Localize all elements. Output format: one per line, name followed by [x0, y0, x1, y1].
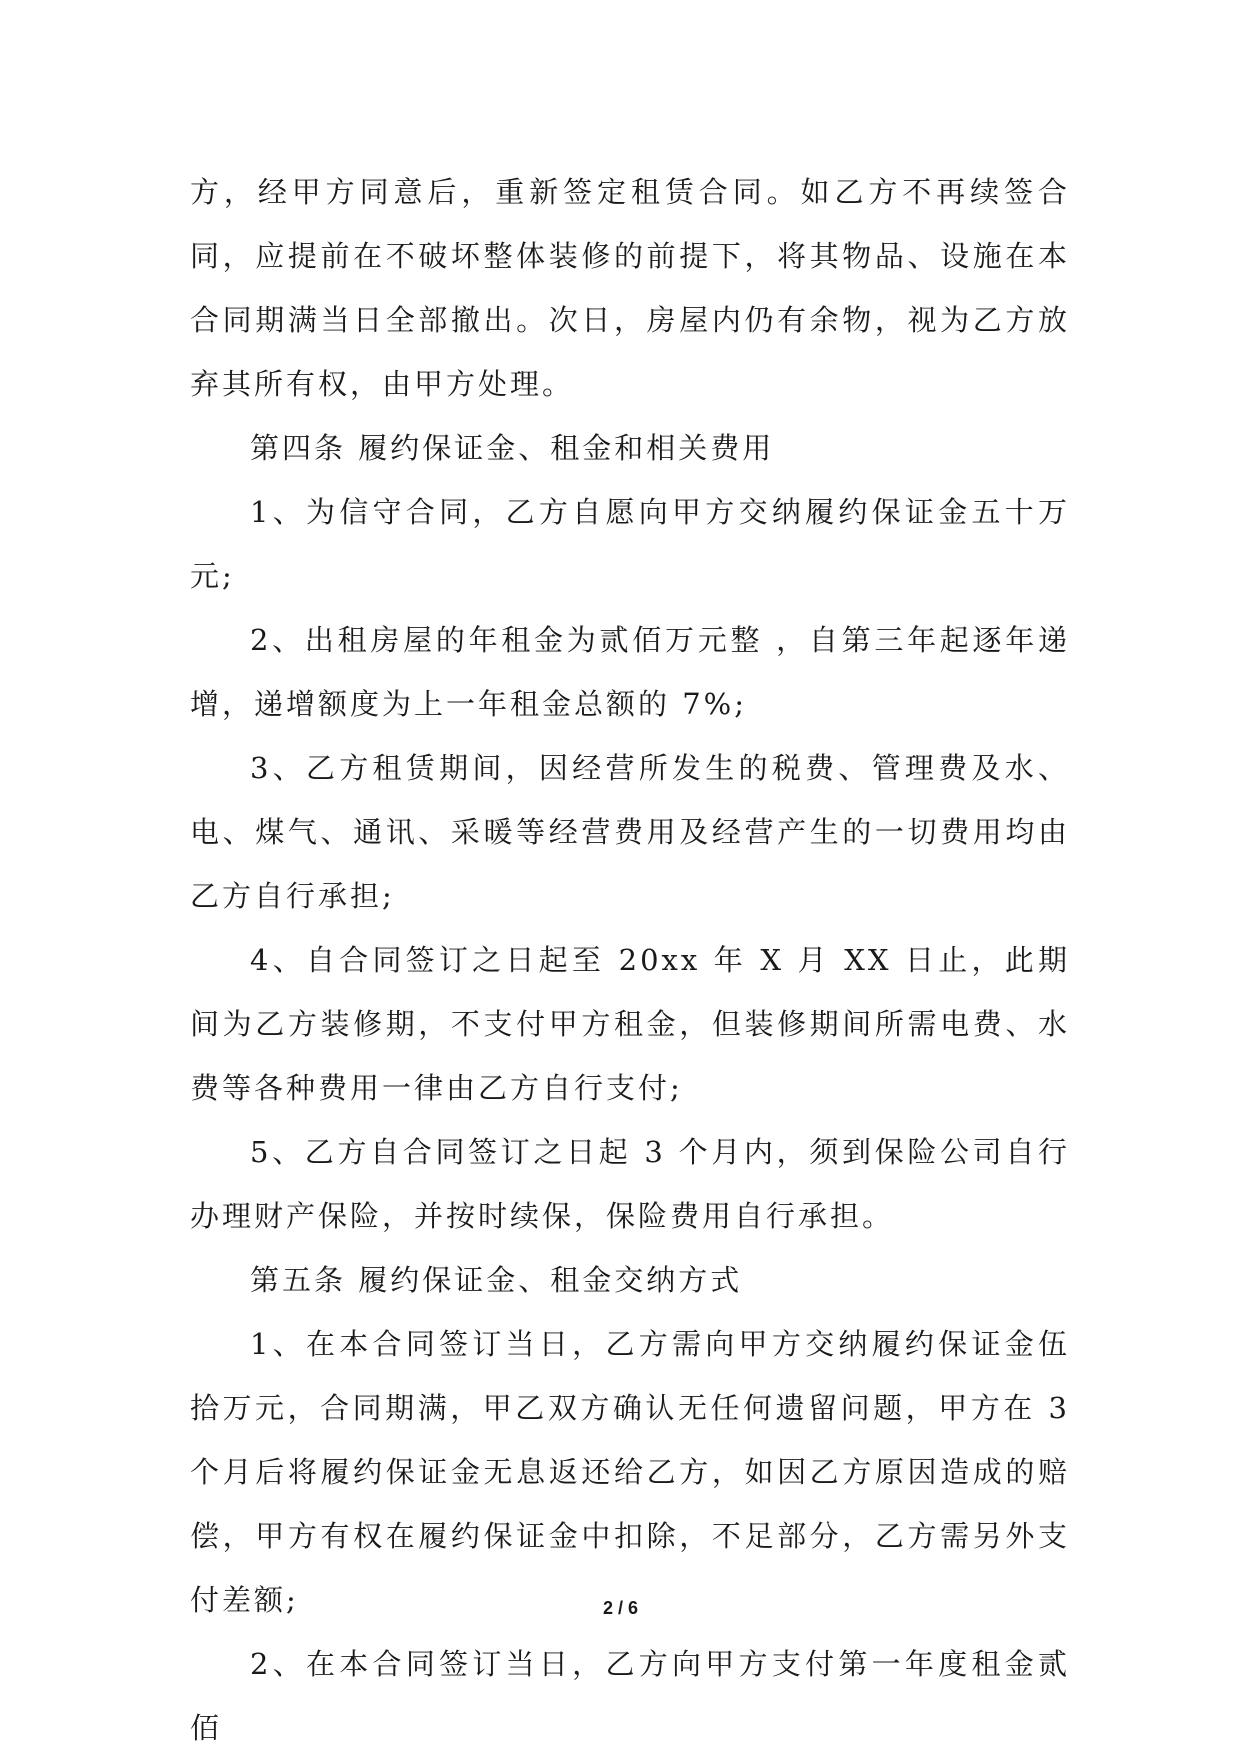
article-4-clause-3: 3、乙方租赁期间，因经营所发生的税费、管理费及水、电、煤气、通讯、采暖等经营费用及经营产生的一切费用均由乙方自行承担;	[190, 751, 1070, 913]
article-4-clause-2: 2、出租房屋的年租金为贰佰万元整 ，自第三年起逐年递增，递增额度为上一年租金总额的 7%;	[190, 623, 1070, 721]
article-5-clause-1: 1、在本合同签订当日，乙方需向甲方交纳履约保证金伍拾万元，合同期满，甲乙双方确认无任何遗留问题，甲方在 3 个月后将履约保证金无息返还给乙方，如因乙方原因造成的赔偿，甲方有权在履约保证金中扣除，不足部分，乙方需另外支付差额;	[190, 1327, 1070, 1617]
article-5-clause-2: 2、在本合同签订当日，乙方向甲方支付第一年度租金贰佰	[190, 1647, 1070, 1745]
paragraph-continuation: 方，经甲方同意后，重新签定租赁合同。如乙方不再续签合同，应提前在不破坏整体装修的前提下，将其物品、设施在本合同期满当日全部撤出。次日，房屋内仍有余物，视为乙方放弃其所有权，由甲方处理。	[190, 175, 1070, 401]
article-4-clause-4: 4、自合同签订之日起至 20xx 年 X 月 XX 日止，此期间为乙方装修期，不支付甲方租金，但装修期间所需电费、水费等各种费用一律由乙方自行支付;	[190, 943, 1070, 1105]
page-number: 2 / 6	[602, 1598, 639, 1618]
document-body	[190, 160, 1070, 1760]
article-4-heading: 第四条 履约保证金、租金和相关费用	[250, 431, 775, 465]
article-4-clause-1: 1、为信守合同，乙方自愿向甲方交纳履约保证金五十万元;	[190, 495, 1070, 593]
article-4-clause-5: 5、乙方自合同签订之日起 3 个月内，须到保险公司自行办理财产保险，并按时续保，保险费用自行承担。	[190, 1135, 1070, 1233]
article-5-heading: 第五条 履约保证金、租金交纳方式	[250, 1263, 743, 1297]
